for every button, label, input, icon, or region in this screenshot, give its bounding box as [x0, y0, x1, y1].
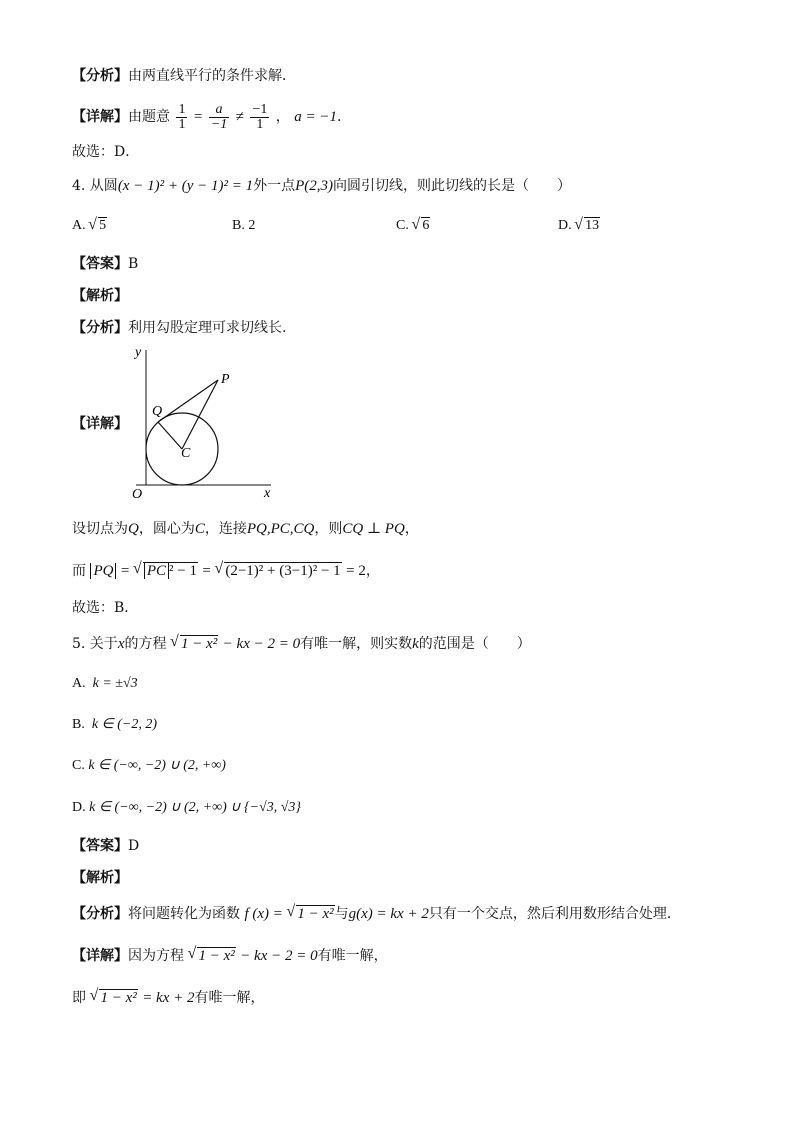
option-label: A. — [72, 218, 86, 233]
var-c: C — [194, 521, 205, 537]
label-p: P — [221, 372, 230, 387]
choose-line — [72, 142, 139, 162]
q4-xiangjie — [72, 414, 128, 434]
q4-tail: 向圆引切线，则此切线的长是（ ） — [333, 178, 571, 194]
answer-value: B — [128, 256, 139, 272]
xiangjie-tag: 【详解】 — [72, 416, 128, 432]
q5-option-d — [72, 799, 301, 816]
detail-line-2 — [72, 100, 351, 134]
q5-prefix: 5. 关于 — [72, 636, 118, 652]
fenxi-text: 利用勾股定理可求切线长. — [128, 320, 287, 336]
function-g: g(x) = kx + 2 — [348, 906, 429, 922]
q4-option-b — [232, 218, 255, 234]
q4-solution-3 — [72, 598, 138, 618]
sqrt-1-x2: √ 1 − x² — [188, 946, 235, 966]
analysis-text: 由两直线平行的条件求解． — [128, 68, 296, 84]
analysis-line-1 — [72, 66, 296, 86]
jiexi-tag: 【解析】 — [72, 870, 128, 886]
q4-jiexi — [72, 286, 128, 306]
q4-answer — [72, 254, 138, 274]
not-equal-sign: ≠ — [235, 109, 244, 125]
text: 将问题转化为函数 — [128, 906, 240, 922]
label-c: C — [181, 446, 191, 461]
q5-equation: − kx − 2 = 0 — [222, 636, 301, 652]
var-q: Q — [128, 521, 139, 537]
answer-value: a = −1 — [294, 109, 337, 125]
equation: = kx + 2 — [142, 990, 195, 1006]
sqrt-1-x2: √ 1 − x² — [171, 634, 218, 654]
label-o: O — [132, 487, 143, 502]
function-f: f (x) = — [244, 906, 283, 922]
option-label: C. — [72, 758, 85, 773]
q4-mid: 外一点 — [253, 178, 296, 194]
option-label: C. — [396, 218, 409, 233]
q4-point: P(2,3) — [295, 178, 333, 194]
text: 与 — [334, 906, 349, 922]
jiexi-tag: 【解析】 — [72, 288, 128, 304]
text: 即 — [72, 990, 86, 1006]
option-value: 2 — [248, 218, 256, 233]
sqrt-5: √ 5 — [89, 218, 107, 234]
sqrt-1-x2: √ 1 − x² — [287, 904, 334, 924]
option-value: k ∈ (−∞, −2) ∪ (2, +∞) ∪ {−√3, √3} — [89, 800, 301, 815]
perpendicular: CQ ⊥ PQ — [342, 521, 405, 537]
q4-solution-2 — [72, 561, 380, 581]
sqrt-13: √ 13 — [575, 218, 600, 234]
option-label: B. — [232, 218, 245, 233]
q5-xiangjie — [72, 946, 388, 966]
result: = 2 — [346, 563, 366, 579]
detail-text: 由题意 — [128, 109, 170, 125]
segments: PQ,PC,CQ — [246, 521, 315, 537]
var-k: k — [412, 636, 419, 652]
question-4 — [72, 176, 571, 196]
analysis-tag: 【分析】 — [72, 68, 128, 84]
q5-jiexi — [72, 868, 128, 888]
tangent-figure — [126, 340, 286, 505]
text: ， — [365, 563, 380, 579]
text: ，则 — [314, 521, 343, 537]
sqrt-expression: √ (2−1)² + (3−1)² − 1 — [215, 561, 341, 581]
equation: − kx − 2 = 0 — [240, 948, 318, 964]
choose-text: 故选：D． — [72, 144, 140, 160]
equals-sign: = — [193, 109, 203, 125]
text: 有唯一解， — [194, 990, 265, 1006]
xiangjie-tag: 【详解】 — [72, 948, 128, 964]
period: ． — [336, 109, 351, 125]
text: 只有一个交点，然后利用数形结合处理． — [428, 906, 681, 922]
option-value: k ∈ (−2, 2) — [91, 717, 158, 732]
text: ，圆心为 — [138, 521, 195, 537]
answer-tag: 【答案】 — [72, 256, 128, 272]
segment-pq — [158, 380, 218, 422]
q5-fenxi — [72, 904, 681, 924]
detail-tag: 【详解】 — [72, 109, 128, 125]
var-x: x — [117, 636, 125, 652]
q4-option-c — [396, 218, 430, 234]
text: 有唯一解，则实数 — [300, 636, 413, 652]
q4-circle-equation: (x − 1)² + (y − 1)² = 1 — [117, 178, 254, 194]
question-5 — [72, 634, 531, 654]
sqrt-1-x2: √ 1 − x² — [90, 988, 137, 1008]
abs-pq: PQ — [90, 563, 116, 579]
text: 设切点为 — [72, 521, 128, 537]
equals: = — [120, 563, 130, 579]
label-q: Q — [152, 404, 163, 419]
option-value: k ∈ (−∞, −2) ∪ (2, +∞) — [88, 758, 226, 773]
q5-answer — [72, 836, 139, 856]
label-y: y — [135, 345, 142, 360]
text: ， — [404, 521, 419, 537]
answer-tag: 【答案】 — [72, 838, 128, 854]
fraction-3: $\frac{-1}{1}$ — [252, 101, 268, 132]
option-label: A. — [72, 676, 86, 691]
option-label: D. — [72, 800, 86, 815]
q5-option-a — [72, 676, 138, 692]
q4-solution-1 — [72, 519, 419, 539]
q4-fenxi — [72, 318, 286, 338]
text: 的范围是（ ） — [418, 636, 531, 652]
text: ，连接 — [204, 521, 247, 537]
q4-option-a — [72, 218, 107, 234]
fenxi-tag: 【分析】 — [72, 320, 128, 336]
equals: = — [202, 563, 211, 579]
q5-option-c — [72, 757, 226, 774]
segment-cq — [158, 422, 182, 449]
q5-last — [72, 988, 265, 1008]
segment-pc — [182, 380, 218, 449]
text: 的方程 — [124, 636, 167, 652]
q4-option-d — [558, 218, 600, 234]
answer-value: D — [128, 838, 140, 854]
q5-option-b — [72, 716, 157, 733]
option-label: B. — [72, 717, 85, 732]
sqrt-pc: √ PC ² − 1 — [134, 561, 198, 581]
fenxi-tag: 【分析】 — [72, 906, 128, 922]
text: 因为方程 — [128, 948, 184, 964]
choose-text: 故选：B． — [72, 600, 139, 616]
text: 而 — [72, 563, 86, 579]
option-label: D. — [558, 218, 572, 233]
label-x: x — [264, 486, 271, 501]
separator: ， — [275, 109, 290, 125]
option-value: k = ±√3 — [92, 676, 138, 691]
sqrt-6: √ 6 — [412, 218, 430, 234]
fraction-1: $\frac{1}{1}$ — [178, 101, 186, 132]
fraction-2: $\frac{a}{-1}$ — [210, 101, 228, 132]
q4-prefix: 4. 从圆 — [72, 178, 118, 194]
text: 有唯一解， — [317, 948, 388, 964]
